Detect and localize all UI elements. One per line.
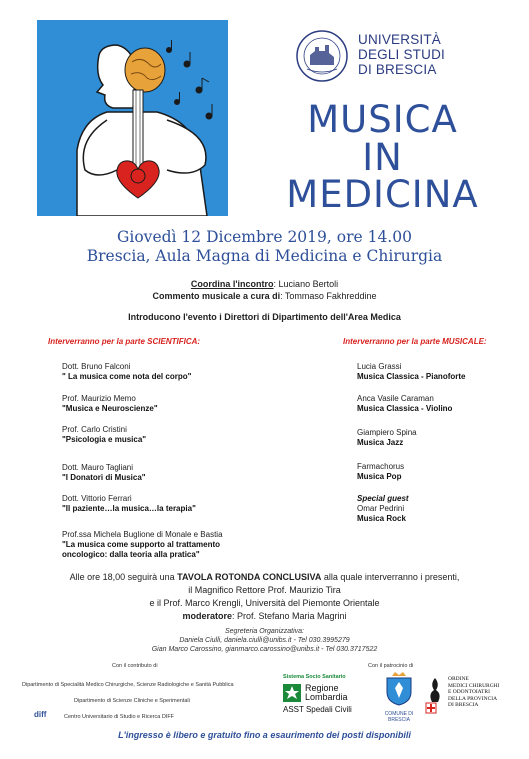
performer-name: Giampiero Spina bbox=[357, 428, 417, 437]
comune-line1: COMUNE DI bbox=[384, 711, 414, 717]
music-commentary-value: : Tommaso Fakhreddine bbox=[280, 291, 377, 301]
ssr-label: Sistema Socio Sanitario bbox=[283, 674, 346, 680]
scientific-speaker bbox=[62, 394, 158, 414]
title-line-1: MUSICA bbox=[307, 98, 458, 141]
musical-performer bbox=[357, 362, 465, 382]
speaker-talk: "I Donatori di Musica" bbox=[62, 473, 146, 482]
event-place: Brescia, Aula Magna di Medicina e Chirurgia bbox=[86, 247, 443, 265]
roundtable-line1 bbox=[0, 571, 529, 584]
university-seal-logo bbox=[295, 29, 349, 83]
roundtable-line2: il Magnifico Rettore Prof. Maurizio Tira bbox=[188, 585, 341, 595]
ordine-medici-logo bbox=[424, 676, 522, 714]
regione-lombardia-logo bbox=[283, 674, 353, 714]
speaker-talk: " La musica come nota del corpo" bbox=[62, 372, 192, 381]
speaker-talk: "Il paziente…la musica…la terapia" bbox=[62, 504, 196, 513]
roundtable-bold: TAVOLA ROTONDA CONCLUSIVA bbox=[177, 572, 322, 582]
speaker-name: Dott. Vittorio Ferrari bbox=[62, 494, 132, 503]
intro-text: Introducono l'evento i Direttori di Dipartimento dell'Area Medica bbox=[128, 312, 401, 322]
musical-performer bbox=[357, 428, 417, 448]
special-guest-label: Special guest bbox=[357, 494, 409, 503]
speaker-talk: "La musica come supporto al trattamento bbox=[62, 540, 221, 549]
speaker-name: Prof.ssa Michela Buglione di Monale e Bastia bbox=[62, 530, 223, 539]
title-line-3: MEDICINA bbox=[286, 173, 479, 216]
secretariat-line2: Gian Marco Carossino, gianmarco.carossino@unibs.it - Tel 030.3717522 bbox=[151, 646, 378, 653]
moderator-value: : Prof. Stefano Maria Magrini bbox=[231, 611, 347, 621]
brescia-crest-icon bbox=[384, 672, 414, 706]
moderator-line bbox=[0, 610, 529, 623]
special-guest-name: Omar Pedrini bbox=[357, 504, 405, 513]
comune-line2: BRESCIA bbox=[388, 717, 410, 723]
secretariat-line1: Daniela Ciulli, daniela.ciulli@unibs.it - Tel 030.3995279 bbox=[179, 637, 350, 644]
ordine-line5: DI BRESCIA bbox=[448, 702, 479, 708]
speaker-talk: "Psicologia e musica" bbox=[62, 435, 147, 444]
ordine-line3: E ODONTOIATRI bbox=[448, 689, 490, 695]
moderator-label: moderatore bbox=[182, 611, 232, 621]
performer-genre: Musica Classica - Violino bbox=[357, 404, 453, 413]
speaker-name: Prof. Carlo Cristini bbox=[62, 425, 127, 434]
music-commentary-label: Commento musicale a cura di bbox=[152, 291, 281, 301]
scientific-speaker bbox=[62, 362, 191, 382]
performer-name: Farmachorus bbox=[357, 462, 405, 471]
music-medicine-illustration bbox=[37, 20, 228, 216]
roundtable-post: alla quale interverranno i presenti, bbox=[321, 572, 460, 582]
diff-logo: diff bbox=[34, 710, 47, 719]
musical-performer bbox=[357, 394, 452, 414]
coordinator-label: Coordina l'incontro bbox=[190, 279, 274, 289]
intro-line bbox=[0, 311, 529, 323]
musical-performer bbox=[357, 462, 404, 482]
lombardia-rose-icon bbox=[283, 684, 301, 702]
coordinator-value: : Luciano Bertoli bbox=[273, 279, 339, 289]
patronage-label: Con il patrocinio di bbox=[368, 663, 414, 669]
performer-genre: Musica Jazz bbox=[357, 438, 404, 447]
speaker-name: Dott. Mauro Tagliani bbox=[62, 463, 133, 472]
contributors-label: Con il contributo di bbox=[112, 663, 158, 669]
scientific-speaker bbox=[62, 463, 146, 483]
performer-name: Lucia Grassi bbox=[357, 362, 402, 371]
scientific-speaker bbox=[62, 494, 196, 514]
university-name-line3: DI BRESCIA bbox=[358, 62, 437, 77]
scientific-heading: Interverranno per la parte SCIENTIFICA: bbox=[48, 337, 201, 346]
performer-genre: Musica Pop bbox=[357, 472, 402, 481]
scientific-speaker bbox=[62, 425, 146, 445]
contributor-diff: Centro Universitario di Studio e Ricerca DIFF bbox=[64, 714, 175, 720]
roundtable-line3: e il Prof. Marco Krengli, Università del Piemonte Orientale bbox=[149, 598, 380, 608]
coordinator-line bbox=[0, 278, 529, 290]
free-entry-note: L'ingresso è libero e gratuito fino a esaurimento dei posti disponibili bbox=[118, 730, 411, 740]
ordine-line1: ORDINE bbox=[448, 676, 469, 682]
comune-brescia-logo bbox=[378, 672, 420, 723]
musical-heading: Interverranno per la parte MUSICALE: bbox=[343, 337, 487, 346]
performer-genre: Musica Classica - Pianoforte bbox=[357, 372, 466, 381]
roundtable-pre: Alle ore 18,00 seguirà una bbox=[69, 572, 178, 582]
asst-label: ASST Spedali Civili bbox=[283, 705, 352, 714]
university-name-line2: DEGLI STUDI bbox=[358, 47, 445, 62]
speaker-name: Dott. Bruno Falconi bbox=[62, 362, 131, 371]
university-name bbox=[358, 32, 445, 77]
event-date: Giovedì 12 Dicembre 2019, ore 14.00 bbox=[117, 228, 412, 246]
contributor-dept1: Dipartimento di Specialità Medico Chirurgiche, Scienze Radiologiche e Sanità Pubblica bbox=[22, 682, 234, 688]
ordine-line2: MEDICI CHIRURGHI bbox=[448, 682, 500, 689]
ordine-emblem-icon bbox=[424, 676, 446, 714]
region-line2: Lombardia bbox=[305, 692, 348, 702]
region-line1: Regione bbox=[305, 683, 339, 693]
event-datetime bbox=[0, 228, 529, 266]
secretariat-label: Segreteria Organizzativa: bbox=[225, 628, 304, 635]
ordine-line4: DELLA PROVINCIA bbox=[448, 695, 498, 702]
speaker-name: Prof. Maurizio Memo bbox=[62, 394, 136, 403]
music-commentary-line bbox=[0, 290, 529, 302]
speaker-talk: "Musica e Neuroscienze" bbox=[62, 404, 158, 413]
speaker-talk-cont: oncologico: dalla teoria alla pratica" bbox=[62, 550, 200, 559]
contributor-dept2: Dipartimento di Scienze Cliniche e Sperimentali bbox=[74, 698, 190, 704]
university-name-line1: UNIVERSITÀ bbox=[358, 32, 442, 47]
title-line-2: IN bbox=[362, 136, 403, 179]
performer-name: Anca Vasile Caraman bbox=[357, 394, 434, 403]
special-guest bbox=[357, 494, 409, 524]
scientific-speaker bbox=[62, 530, 223, 560]
special-guest-genre: Musica Rock bbox=[357, 514, 406, 523]
